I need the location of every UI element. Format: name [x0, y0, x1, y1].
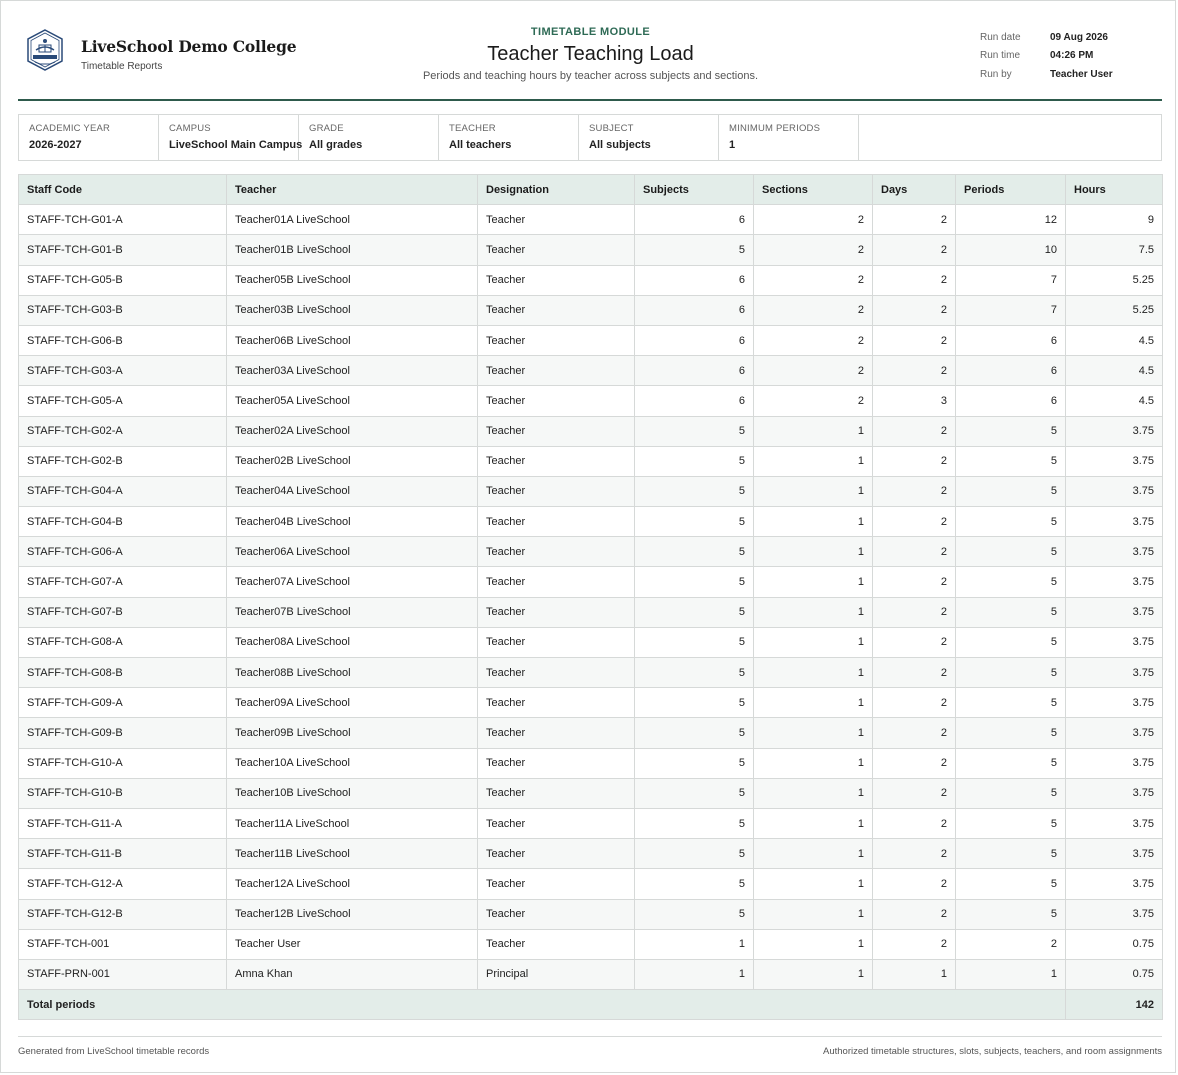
filter-value: All subjects [589, 139, 651, 151]
filter-label: GRADE [309, 123, 344, 134]
cell-days: 2 [873, 537, 956, 567]
cell-periods: 6 [956, 325, 1066, 355]
cell-hours: 3.75 [1066, 416, 1163, 446]
cell-sections: 2 [754, 325, 873, 355]
cell-days: 2 [873, 567, 956, 597]
cell-periods: 5 [956, 748, 1066, 778]
filter-value: 2026-2027 [29, 139, 82, 151]
cell-staff-code: STAFF-TCH-G05-B [19, 265, 227, 295]
cell-periods: 5 [956, 446, 1066, 476]
cell-teacher: Teacher04A LiveSchool [227, 476, 478, 506]
cell-staff-code: STAFF-TCH-G09-A [19, 688, 227, 718]
cell-periods: 6 [956, 356, 1066, 386]
column-header-staff-code: Staff Code [19, 175, 227, 205]
cell-designation: Teacher [478, 325, 635, 355]
page-subtitle: Periods and teaching hours by teacher across subjects and sections. [422, 70, 759, 82]
cell-teacher: Teacher01B LiveSchool [227, 235, 478, 265]
report-title-block [368, 26, 813, 82]
cell-subjects: 6 [635, 356, 754, 386]
table-row [19, 658, 1163, 688]
cell-staff-code: STAFF-TCH-G06-A [19, 537, 227, 567]
cell-periods: 6 [956, 386, 1066, 416]
cell-periods: 1 [956, 959, 1066, 989]
cell-days: 2 [873, 265, 956, 295]
cell-subjects: 5 [635, 416, 754, 446]
cell-sections: 1 [754, 567, 873, 597]
cell-designation: Teacher [478, 567, 635, 597]
run-by-row [980, 65, 1113, 84]
cell-days: 2 [873, 325, 956, 355]
cell-periods: 5 [956, 567, 1066, 597]
cell-hours: 3.75 [1066, 688, 1163, 718]
table-row [19, 325, 1163, 355]
cell-subjects: 5 [635, 869, 754, 899]
cell-teacher: Teacher04B LiveSchool [227, 507, 478, 537]
cell-subjects: 5 [635, 778, 754, 808]
column-header-periods: Periods [956, 175, 1066, 205]
filter-label: ACADEMIC YEAR [29, 123, 111, 134]
column-header-days: Days [873, 175, 956, 205]
cell-sections: 1 [754, 658, 873, 688]
cell-subjects: 1 [635, 929, 754, 959]
cell-days: 2 [873, 778, 956, 808]
filter-label: MINIMUM PERIODS [729, 123, 821, 134]
total-row [19, 990, 1163, 1020]
cell-subjects: 6 [635, 205, 754, 235]
table-row [19, 718, 1163, 748]
cell-days: 2 [873, 658, 956, 688]
cell-periods: 12 [956, 205, 1066, 235]
filter-campus [159, 115, 303, 160]
column-header-teacher: Teacher [227, 175, 478, 205]
cell-days: 2 [873, 597, 956, 627]
cell-subjects: 5 [635, 476, 754, 506]
cell-days: 2 [873, 507, 956, 537]
cell-hours: 3.75 [1066, 537, 1163, 567]
cell-designation: Teacher [478, 537, 635, 567]
college-crest-icon [24, 28, 66, 72]
cell-teacher: Teacher07B LiveSchool [227, 597, 478, 627]
cell-hours: 3.75 [1066, 718, 1163, 748]
cell-days: 2 [873, 748, 956, 778]
cell-teacher: Teacher03A LiveSchool [227, 356, 478, 386]
table-row [19, 476, 1163, 506]
cell-designation: Teacher [478, 869, 635, 899]
filter-value: 1 [729, 139, 736, 151]
cell-teacher: Teacher03B LiveSchool [227, 295, 478, 325]
cell-hours: 3.75 [1066, 507, 1163, 537]
cell-teacher: Teacher11A LiveSchool [227, 808, 478, 838]
cell-staff-code: STAFF-TCH-G07-A [19, 567, 227, 597]
cell-teacher: Teacher12A LiveSchool [227, 869, 478, 899]
cell-sections: 1 [754, 869, 873, 899]
total-label: Total periods [19, 990, 1066, 1020]
cell-staff-code: STAFF-TCH-G12-A [19, 869, 227, 899]
teaching-load-table [18, 174, 1163, 1020]
cell-hours: 4.5 [1066, 386, 1163, 416]
cell-sections: 2 [754, 205, 873, 235]
table-row [19, 507, 1163, 537]
cell-hours: 3.75 [1066, 839, 1163, 869]
table-row [19, 688, 1163, 718]
cell-hours: 3.75 [1066, 627, 1163, 657]
column-header-designation: Designation [478, 175, 635, 205]
table-row [19, 778, 1163, 808]
cell-designation: Principal [478, 959, 635, 989]
cell-subjects: 5 [635, 718, 754, 748]
table-row [19, 295, 1163, 325]
cell-periods: 5 [956, 537, 1066, 567]
cell-designation: Teacher [478, 808, 635, 838]
cell-periods: 5 [956, 416, 1066, 446]
table-row [19, 265, 1163, 295]
cell-days: 2 [873, 839, 956, 869]
cell-designation: Teacher [478, 718, 635, 748]
filter-label: CAMPUS [169, 123, 211, 134]
cell-subjects: 6 [635, 325, 754, 355]
cell-staff-code: STAFF-TCH-G10-B [19, 778, 227, 808]
table-row [19, 869, 1163, 899]
cell-staff-code: STAFF-PRN-001 [19, 959, 227, 989]
table-row [19, 235, 1163, 265]
cell-hours: 0.75 [1066, 959, 1163, 989]
cell-days: 2 [873, 808, 956, 838]
cell-designation: Teacher [478, 446, 635, 476]
run-date-value: 09 Aug 2026 [1050, 31, 1108, 43]
cell-subjects: 5 [635, 537, 754, 567]
filter-value: LiveSchool Main Campus [169, 139, 303, 151]
cell-periods: 5 [956, 507, 1066, 537]
cell-sections: 1 [754, 929, 873, 959]
page-title: Teacher Teaching Load [487, 43, 694, 65]
cell-hours: 3.75 [1066, 748, 1163, 778]
cell-periods: 5 [956, 869, 1066, 899]
cell-subjects: 5 [635, 899, 754, 929]
cell-teacher: Teacher12B LiveSchool [227, 899, 478, 929]
cell-designation: Teacher [478, 929, 635, 959]
table-footer [19, 990, 1163, 1020]
cell-subjects: 5 [635, 446, 754, 476]
cell-staff-code: STAFF-TCH-G09-B [19, 718, 227, 748]
cell-days: 2 [873, 416, 956, 446]
cell-staff-code: STAFF-TCH-G06-B [19, 325, 227, 355]
cell-designation: Teacher [478, 476, 635, 506]
college-name: LiveSchool Demo College [81, 37, 297, 56]
table-row [19, 205, 1163, 235]
column-header-hours: Hours [1066, 175, 1163, 205]
cell-teacher: Teacher10A LiveSchool [227, 748, 478, 778]
cell-sections: 1 [754, 839, 873, 869]
cell-hours: 5.25 [1066, 295, 1163, 325]
cell-designation: Teacher [478, 899, 635, 929]
cell-sections: 2 [754, 265, 873, 295]
cell-days: 2 [873, 688, 956, 718]
cell-designation: Teacher [478, 265, 635, 295]
table-row [19, 567, 1163, 597]
cell-periods: 5 [956, 718, 1066, 748]
cell-subjects: 5 [635, 235, 754, 265]
cell-hours: 3.75 [1066, 476, 1163, 506]
table-row [19, 537, 1163, 567]
run-info [980, 28, 1113, 84]
filter-academic-year [19, 115, 159, 160]
cell-hours: 9 [1066, 205, 1163, 235]
college-subtitle: Timetable Reports [81, 61, 163, 72]
run-time-label: Run time [980, 50, 1021, 62]
cell-designation: Teacher [478, 205, 635, 235]
cell-sections: 1 [754, 808, 873, 838]
cell-subjects: 6 [635, 386, 754, 416]
cell-staff-code: STAFF-TCH-G08-A [19, 627, 227, 657]
cell-sections: 1 [754, 718, 873, 748]
cell-teacher: Teacher06A LiveSchool [227, 537, 478, 567]
cell-periods: 5 [956, 597, 1066, 627]
cell-staff-code: STAFF-TCH-G07-B [19, 597, 227, 627]
cell-hours: 3.75 [1066, 869, 1163, 899]
table-row [19, 839, 1163, 869]
filter-label: TEACHER [449, 123, 496, 134]
cell-teacher: Teacher10B LiveSchool [227, 778, 478, 808]
cell-hours: 3.75 [1066, 446, 1163, 476]
table-row [19, 929, 1163, 959]
module-label: TIMETABLE MODULE [530, 26, 651, 38]
cell-hours: 4.5 [1066, 356, 1163, 386]
cell-days: 3 [873, 386, 956, 416]
cell-hours: 3.75 [1066, 899, 1163, 929]
cell-subjects: 1 [635, 959, 754, 989]
cell-periods: 10 [956, 235, 1066, 265]
cell-days: 2 [873, 899, 956, 929]
cell-designation: Teacher [478, 295, 635, 325]
run-date-row [980, 28, 1113, 47]
cell-subjects: 6 [635, 295, 754, 325]
cell-periods: 5 [956, 839, 1066, 869]
brand [24, 28, 296, 72]
cell-teacher: Teacher01A LiveSchool [227, 205, 478, 235]
run-by-label: Run by [980, 68, 1012, 80]
cell-teacher: Teacher08A LiveSchool [227, 627, 478, 657]
table-row [19, 748, 1163, 778]
cell-periods: 2 [956, 929, 1066, 959]
cell-days: 2 [873, 627, 956, 657]
cell-periods: 5 [956, 899, 1066, 929]
cell-periods: 7 [956, 265, 1066, 295]
cell-subjects: 5 [635, 748, 754, 778]
cell-days: 2 [873, 235, 956, 265]
cell-days: 2 [873, 295, 956, 325]
cell-hours: 3.75 [1066, 778, 1163, 808]
cell-sections: 1 [754, 778, 873, 808]
cell-teacher: Teacher09A LiveSchool [227, 688, 478, 718]
cell-days: 2 [873, 205, 956, 235]
table-body [19, 205, 1163, 990]
cell-days: 2 [873, 476, 956, 506]
report-footer [18, 1036, 1162, 1057]
cell-subjects: 5 [635, 688, 754, 718]
cell-staff-code: STAFF-TCH-G10-A [19, 748, 227, 778]
run-by-value: Teacher User [1050, 68, 1113, 80]
cell-staff-code: STAFF-TCH-G01-B [19, 235, 227, 265]
cell-staff-code: STAFF-TCH-G02-B [19, 446, 227, 476]
cell-teacher: Teacher07A LiveSchool [227, 567, 478, 597]
table-row [19, 416, 1163, 446]
cell-days: 2 [873, 869, 956, 899]
cell-subjects: 5 [635, 597, 754, 627]
filter-minimum-periods [719, 115, 859, 160]
header-row [19, 175, 1163, 205]
cell-hours: 3.75 [1066, 658, 1163, 688]
cell-sections: 1 [754, 688, 873, 718]
cell-teacher: Teacher06B LiveSchool [227, 325, 478, 355]
table-row [19, 386, 1163, 416]
cell-designation: Teacher [478, 748, 635, 778]
table-row [19, 446, 1163, 476]
cell-sections: 2 [754, 386, 873, 416]
cell-teacher: Teacher09B LiveSchool [227, 718, 478, 748]
cell-days: 2 [873, 929, 956, 959]
cell-sections: 1 [754, 476, 873, 506]
cell-staff-code: STAFF-TCH-G05-A [19, 386, 227, 416]
run-time-value: 04:26 PM [1050, 50, 1094, 62]
cell-designation: Teacher [478, 235, 635, 265]
cell-hours: 7.5 [1066, 235, 1163, 265]
cell-periods: 5 [956, 808, 1066, 838]
table-row [19, 627, 1163, 657]
cell-designation: Teacher [478, 597, 635, 627]
footer-right: Authorized timetable structures, slots, subjects, teachers, and room assignments [823, 1046, 1162, 1057]
table-row [19, 597, 1163, 627]
cell-hours: 3.75 [1066, 597, 1163, 627]
cell-subjects: 5 [635, 567, 754, 597]
cell-staff-code: STAFF-TCH-G11-B [19, 839, 227, 869]
cell-staff-code: STAFF-TCH-G08-B [19, 658, 227, 688]
cell-subjects: 6 [635, 265, 754, 295]
cell-staff-code: STAFF-TCH-G04-A [19, 476, 227, 506]
table-row [19, 959, 1163, 989]
filter-value: All grades [309, 139, 363, 151]
cell-subjects: 5 [635, 808, 754, 838]
cell-periods: 7 [956, 295, 1066, 325]
cell-sections: 1 [754, 597, 873, 627]
report-header [18, 1, 1162, 101]
run-date-label: Run date [980, 31, 1021, 43]
column-header-sections: Sections [754, 175, 873, 205]
cell-subjects: 5 [635, 839, 754, 869]
cell-teacher: Teacher08B LiveSchool [227, 658, 478, 688]
filter-summary [18, 114, 1162, 161]
cell-sections: 1 [754, 507, 873, 537]
cell-designation: Teacher [478, 507, 635, 537]
cell-sections: 1 [754, 416, 873, 446]
table-row [19, 356, 1163, 386]
run-time-row [980, 47, 1113, 66]
column-header-subjects: Subjects [635, 175, 754, 205]
cell-designation: Teacher [478, 658, 635, 688]
cell-periods: 5 [956, 778, 1066, 808]
cell-teacher: Teacher02B LiveSchool [227, 446, 478, 476]
cell-designation: Teacher [478, 778, 635, 808]
cell-days: 2 [873, 718, 956, 748]
cell-sections: 2 [754, 295, 873, 325]
cell-teacher: Teacher05A LiveSchool [227, 386, 478, 416]
cell-designation: Teacher [478, 839, 635, 869]
cell-sections: 1 [754, 899, 873, 929]
filter-teacher [439, 115, 579, 160]
cell-periods: 5 [956, 688, 1066, 718]
filter-subject [579, 115, 719, 160]
cell-sections: 1 [754, 537, 873, 567]
cell-staff-code: STAFF-TCH-001 [19, 929, 227, 959]
cell-teacher: Teacher User [227, 929, 478, 959]
cell-teacher: Teacher11B LiveSchool [227, 839, 478, 869]
table-header [19, 175, 1163, 205]
cell-staff-code: STAFF-TCH-G12-B [19, 899, 227, 929]
cell-staff-code: STAFF-TCH-G01-A [19, 205, 227, 235]
filter-value: All teachers [449, 139, 512, 151]
table-row [19, 899, 1163, 929]
total-value: 142 [1066, 990, 1163, 1020]
filter-grade [299, 115, 439, 160]
cell-staff-code: STAFF-TCH-G11-A [19, 808, 227, 838]
cell-designation: Teacher [478, 386, 635, 416]
cell-staff-code: STAFF-TCH-G02-A [19, 416, 227, 446]
cell-sections: 2 [754, 356, 873, 386]
table-row [19, 808, 1163, 838]
cell-designation: Teacher [478, 416, 635, 446]
cell-hours: 5.25 [1066, 265, 1163, 295]
cell-staff-code: STAFF-TCH-G03-B [19, 295, 227, 325]
cell-periods: 5 [956, 658, 1066, 688]
cell-designation: Teacher [478, 627, 635, 657]
cell-teacher: Amna Khan [227, 959, 478, 989]
cell-periods: 5 [956, 627, 1066, 657]
cell-sections: 1 [754, 446, 873, 476]
cell-sections: 1 [754, 959, 873, 989]
cell-days: 1 [873, 959, 956, 989]
cell-subjects: 5 [635, 627, 754, 657]
cell-days: 2 [873, 446, 956, 476]
cell-sections: 2 [754, 235, 873, 265]
cell-periods: 5 [956, 476, 1066, 506]
cell-hours: 3.75 [1066, 567, 1163, 597]
cell-teacher: Teacher02A LiveSchool [227, 416, 478, 446]
cell-staff-code: STAFF-TCH-G04-B [19, 507, 227, 537]
cell-hours: 3.75 [1066, 808, 1163, 838]
cell-hours: 0.75 [1066, 929, 1163, 959]
cell-designation: Teacher [478, 688, 635, 718]
cell-sections: 1 [754, 627, 873, 657]
cell-days: 2 [873, 356, 956, 386]
cell-hours: 4.5 [1066, 325, 1163, 355]
cell-designation: Teacher [478, 356, 635, 386]
cell-sections: 1 [754, 748, 873, 778]
filter-label: SUBJECT [589, 123, 634, 134]
cell-subjects: 5 [635, 658, 754, 688]
cell-subjects: 5 [635, 507, 754, 537]
footer-left: Generated from LiveSchool timetable records [18, 1046, 210, 1057]
cell-teacher: Teacher05B LiveSchool [227, 265, 478, 295]
cell-staff-code: STAFF-TCH-G03-A [19, 356, 227, 386]
